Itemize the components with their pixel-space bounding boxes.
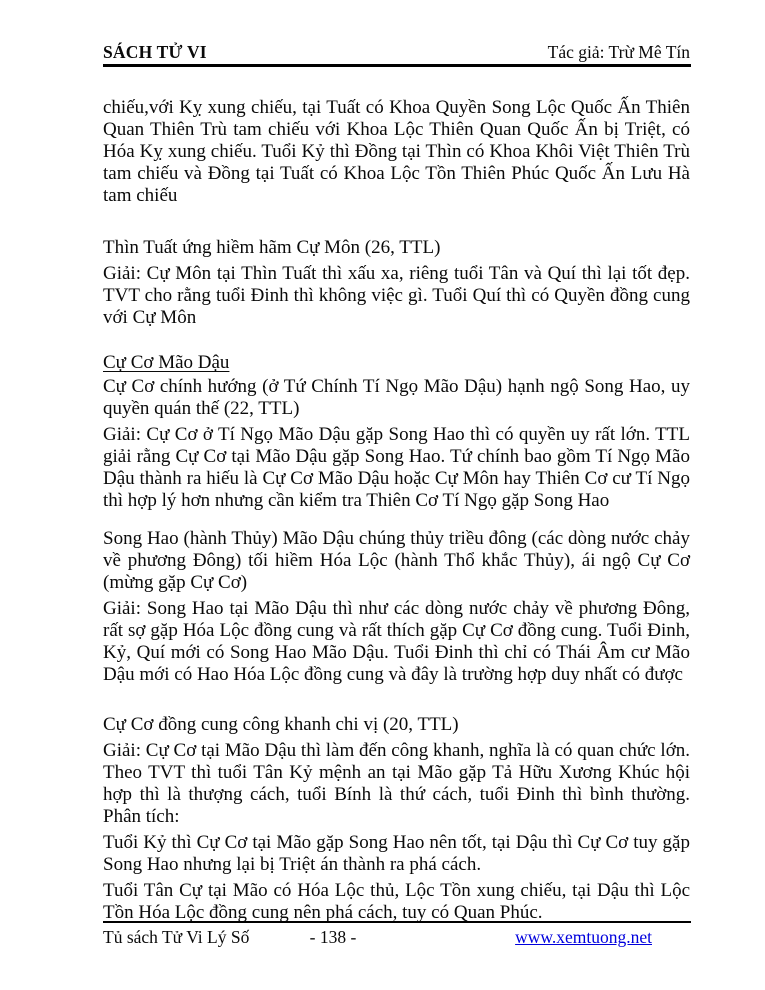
section-title-cu-co-dong-cung: Cự Cơ đồng cung công khanh chi vị (20, TTL) [103,714,459,735]
statement-cu-co-chinh-huong: Cự Cơ chính hướng (ở Tứ Chính Tí Ngọ Mão Dậu) hạnh ngộ Song Hao, uy quyền quán thế (22, TTL) [103,376,690,419]
analysis-tuoi-tan: Tuổi Tân Cự tại Mão có Hóa Lộc thủ, Lộc Tồn xung chiếu, tại Dậu thì Lộc Tồn Hóa Lộc đồng cung nên phá cách, tuy có Quan Phúc. [103,880,690,923]
explanation-cu-co-chinh-huong: Giải: Cự Cơ ở Tí Ngọ Mão Dậu gặp Song Hao thì có quyền uy rất lớn. TTL giải rằng Cự Cơ tại Mão Dậu gặp Song Hao. Tứ chính bao gồm Tí Ngọ Mão Dậu thành ra hiếu là Cự Cơ Mão Dậu hoặc Cự Môn hay Thiên Cơ cư Tí Ngọ thì hợp lý hơn nhưng cần kiểm tra Thiên Cơ Tí Ngọ gặp Song Hao [103,424,690,511]
book-title: SÁCH TỬ VI [103,42,207,62]
analysis-tuoi-ky: Tuổi Kỷ thì Cự Cơ tại Mão gặp Song Hao nên tốt, tại Dậu thì Cự Cơ tuy gặp Song Hao nhưng lại bị Triệt án thành ra phá cách. [103,832,690,875]
website-link[interactable]: www.xemtuong.net [515,927,652,947]
header-divider [103,64,691,67]
page-footer [103,926,690,950]
footer-divider [103,921,691,923]
page-header [103,41,690,63]
author-credit: Tác giả: Trừ Mê Tín [547,42,690,62]
page-number: - 138 - [309,927,357,947]
section-title-thin-tuat: Thìn Tuất ứng hiềm hãm Cự Môn (26, TTL) [103,237,441,258]
page-body [103,97,690,924]
paragraph-continuation: chiếu,với Kỵ xung chiếu, tại Tuất có Khoa Quyền Song Lộc Quốc Ấn Thiên Quan Thiên Trù tam chiếu với Khoa Lộc Thiên Quan Quốc Ấn bị Triệt, có Hóa Kỵ xung chiếu. Tuổi Kỷ thì Đồng tại Thìn có Khoa Khôi Việt Thiên Trù tam chiếu và Đồng tại Tuất có Khoa Lộc Tồn Thiên Phúc Quốc Ấn Lưu Hà tam chiếu [103,97,690,206]
statement-song-hao: Song Hao (hành Thủy) Mão Dậu chúng thủy triều đông (các dòng nước chảy về phương Đông) tối hiềm Hóa Lộc (hành Thổ khắc Thủy), ái ngộ Cự Cơ (mừng gặp Cự Cơ) [103,528,690,593]
section-heading-cu-co-mao-dau: Cự Cơ Mão Dậu [103,352,230,373]
explanation-cu-co-dong-cung: Giải: Cự Cơ tại Mão Dậu thì làm đến công khanh, nghĩa là có quan chức lớn. Theo TVT thì tuổi Tân Kỷ mệnh an tại Mão gặp Tả Hữu Xương Khúc hội hợp thì là thượng cách, tuổi Bính là thứ cách, tuổi Đinh thì bình thường. Phân tích: [103,740,690,827]
section-explanation-thin-tuat: Giải: Cự Môn tại Thìn Tuất thì xấu xa, riêng tuổi Tân và Quí thì lại tốt đẹp. TVT cho rằng tuổi Đinh thì không việc gì. Tuổi Quí thì có Quyền đồng cung với Cự Môn [103,263,690,328]
explanation-song-hao: Giải: Song Hao tại Mão Dậu thì như các dòng nước chảy về phương Đông, rất sợ gặp Hóa Lộc đồng cung và rất thích gặp Cự Cơ đồng cung. Tuổi Đinh, Kỷ, Quí mới có Song Hao Mão Dậu. Tuổi Đinh thì chỉ có Thái Âm cư Mão Dậu mới có Hao Hóa Lộc đồng cung và đây là trường hợp duy nhất có được [103,598,690,685]
series-title: Tủ sách Tử Vi Lý Số [103,927,250,947]
